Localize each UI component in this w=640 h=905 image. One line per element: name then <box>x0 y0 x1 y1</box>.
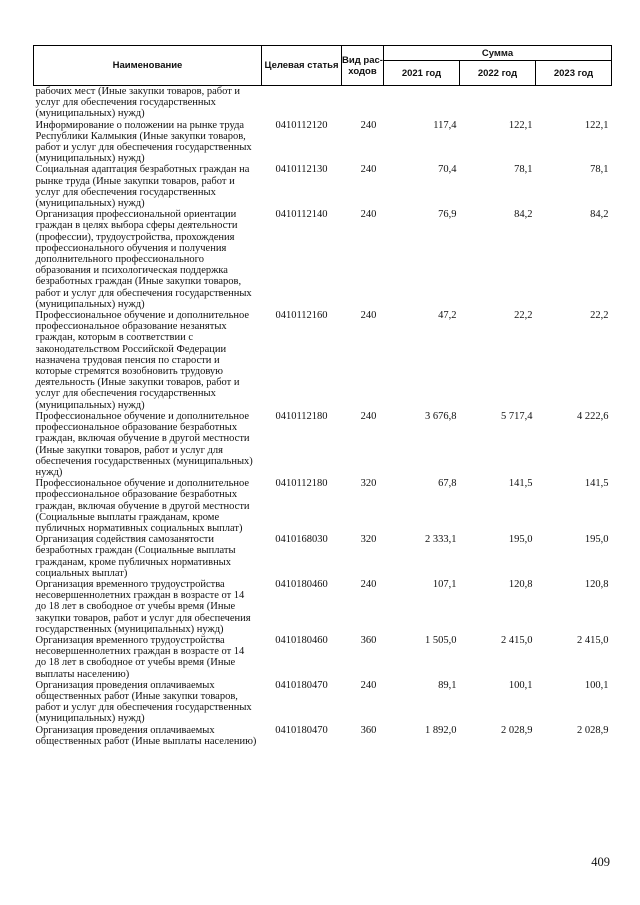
cell-2022: 5 717,4 <box>501 410 533 422</box>
table-row <box>34 635 612 680</box>
table-row <box>34 310 612 411</box>
cell-2023: 4 222,6 <box>577 410 609 422</box>
cell-name: Профессиональное обучение и дополнительное профессиональное образование незанятых граждан, которым в соответствии с законодательством Российской Федерации назначена трудовая пенсия по старости и которые стремятся возобновить трудовую деятельность (Иные закупки товаров, работ и услуг для обеспечения государственных (муниципальных) нужд) <box>35 310 250 411</box>
header-year-2021: 2021 год <box>384 61 460 86</box>
cell-vid: 240 <box>360 410 377 422</box>
cell-name: рабочих мест (Иные закупки товаров, работ и услуг для обеспечения государственных (муниципальных) нужд) <box>35 86 241 120</box>
table-row <box>34 725 612 747</box>
page-number: 409 <box>591 855 610 869</box>
cell-vid: 240 <box>360 164 377 176</box>
cell-2023: 78,1 <box>590 164 609 176</box>
cell-2023: 2 415,0 <box>577 634 609 646</box>
cell-name: Организация проведения оплачиваемых общественных работ (Иные закупки товаров, работ и услуг для обеспечения государственных (муниципальных) нужд) <box>35 679 252 725</box>
cell-2021: 89,1 <box>438 679 457 691</box>
table-row <box>34 579 612 635</box>
cell-target: 0410180460 <box>275 578 328 590</box>
cell-name: Информирование о положении на рынке труда Республики Калмыкия (Иные закупки товаров, работ и услуг для обеспечения государственных (муниципальных) нужд) <box>35 119 252 165</box>
cell-vid: 240 <box>360 310 377 322</box>
cell-2021: 67,8 <box>438 478 457 490</box>
cell-2021: 1 892,0 <box>425 724 457 736</box>
cell-target: 0410168030 <box>275 534 328 546</box>
cell-2023: 141,5 <box>584 478 609 490</box>
cell-target: 0410112130 <box>275 164 328 176</box>
header-sum: Сумма <box>384 46 612 61</box>
table-row <box>34 478 612 534</box>
cell-2023: 122,1 <box>584 119 609 131</box>
cell-2022 <box>460 86 536 120</box>
cell-target: 0410112120 <box>275 119 328 131</box>
table-row <box>34 680 612 725</box>
cell-2021: 3 676,8 <box>425 410 457 422</box>
cell-target: 0410112140 <box>275 209 328 221</box>
cell-2022: 122,1 <box>508 119 533 131</box>
cell-2022: 2 415,0 <box>501 634 533 646</box>
cell-2021: 70,4 <box>438 164 457 176</box>
cell-2023: 195,0 <box>584 534 609 546</box>
document-page <box>33 45 611 747</box>
cell-target: 0410180470 <box>275 724 328 736</box>
cell-name: Социальная адаптация безработных граждан на рынке труда (Иные закупки товаров, работ и услуг для обеспечения государственных (муниципальных) нужд) <box>35 164 250 210</box>
cell-2023: 2 028,9 <box>577 724 609 736</box>
cell-2022: 22,2 <box>514 310 533 322</box>
cell-target: 0410180470 <box>275 679 328 691</box>
budget-table <box>33 45 612 747</box>
table-header <box>34 46 612 86</box>
cell-2022: 120,8 <box>508 578 533 590</box>
cell-2021 <box>384 86 460 120</box>
cell-vid: 240 <box>360 209 377 221</box>
cell-2021: 107,1 <box>432 578 457 590</box>
cell-target: 0410112180 <box>275 410 328 422</box>
cell-target: 0410112180 <box>275 478 328 490</box>
cell-2021: 117,4 <box>433 119 457 131</box>
cell-name: Профессиональное обучение и дополнительное профессиональное образование безработных граждан, включая обучение в другой местности (Иные закупки товаров, работ и услуг для обеспечения государственных (муниципальных) нужд) <box>35 410 253 478</box>
cell-2023: 22,2 <box>590 310 609 322</box>
header-target: Целевая статья <box>262 46 342 86</box>
table-row <box>34 534 612 579</box>
cell-2021: 76,9 <box>438 209 457 221</box>
cell-2023: 100,1 <box>584 679 609 691</box>
cell-name: Организация профессиональной ориентации граждан в целях выбора сферы деятельности (профессии), трудоустройства, прохождения профессионального обучения и получения дополнительного профессионального образования и психологическая поддержка безработных граждан (Иные закупки товаров, работ и услуг для обеспечения государственных (муниципальных) нужд) <box>35 209 252 310</box>
table-row <box>34 120 612 165</box>
cell-2021: 1 505,0 <box>425 634 457 646</box>
cell-name: Организация проведения оплачиваемых общественных работ (Иные выплаты населению) <box>35 724 257 747</box>
cell-2022: 141,5 <box>508 478 533 490</box>
cell-target <box>262 86 342 120</box>
cell-2022: 78,1 <box>514 164 533 176</box>
cell-name: Организация временного трудоустройства несовершеннолетних граждан в возрасте от 14 до 18 лет в свободное от учебы время (Иные выплаты населению) <box>35 634 245 680</box>
cell-vid: 320 <box>360 534 377 546</box>
cell-vid: 360 <box>360 724 377 736</box>
cell-vid: 320 <box>360 478 377 490</box>
cell-2022: 84,2 <box>514 209 533 221</box>
cell-2021: 47,2 <box>438 310 457 322</box>
cell-2023: 84,2 <box>590 209 609 221</box>
table-body <box>34 86 612 747</box>
cell-2022: 2 028,9 <box>501 724 533 736</box>
header-name: Наименование <box>34 46 262 86</box>
header-year-2023: 2023 год <box>536 61 612 86</box>
cell-name: Профессиональное обучение и дополнительное профессиональное образование безработных граждан, включая обучение в другой местности (Социальные выплаты гражданам, кроме публичных нормативных социальных выплат) <box>35 478 250 534</box>
cell-2023: 120,8 <box>584 578 609 590</box>
table-row <box>34 164 612 209</box>
cell-target: 0410180460 <box>275 634 328 646</box>
table-row <box>34 86 612 120</box>
cell-vid: 240 <box>360 679 377 691</box>
cell-vid <box>342 86 384 120</box>
cell-vid: 240 <box>360 119 377 131</box>
header-year-2022: 2022 год <box>460 61 536 86</box>
cell-name: Организация временного трудоустройства несовершеннолетних граждан в возрасте от 14 до 18 лет в свободное от учебы время (Иные закупки товаров, работ и услуг для обеспечения государственных (муниципальных) нужд) <box>35 578 251 635</box>
cell-vid: 360 <box>360 634 377 646</box>
cell-target: 0410112160 <box>275 310 328 322</box>
table-row <box>34 209 612 310</box>
cell-2021: 2 333,1 <box>425 534 457 546</box>
cell-2022: 100,1 <box>508 679 533 691</box>
table-row <box>34 411 612 478</box>
cell-2023 <box>536 86 612 120</box>
header-vid: Вид рас-ходов <box>342 46 384 86</box>
cell-2022: 195,0 <box>508 534 533 546</box>
cell-vid: 240 <box>360 578 377 590</box>
cell-name: Организация содействия самозанятости безработных граждан (Социальные выплаты гражданам, кроме публичных нормативных социальных выплат) <box>35 534 236 579</box>
